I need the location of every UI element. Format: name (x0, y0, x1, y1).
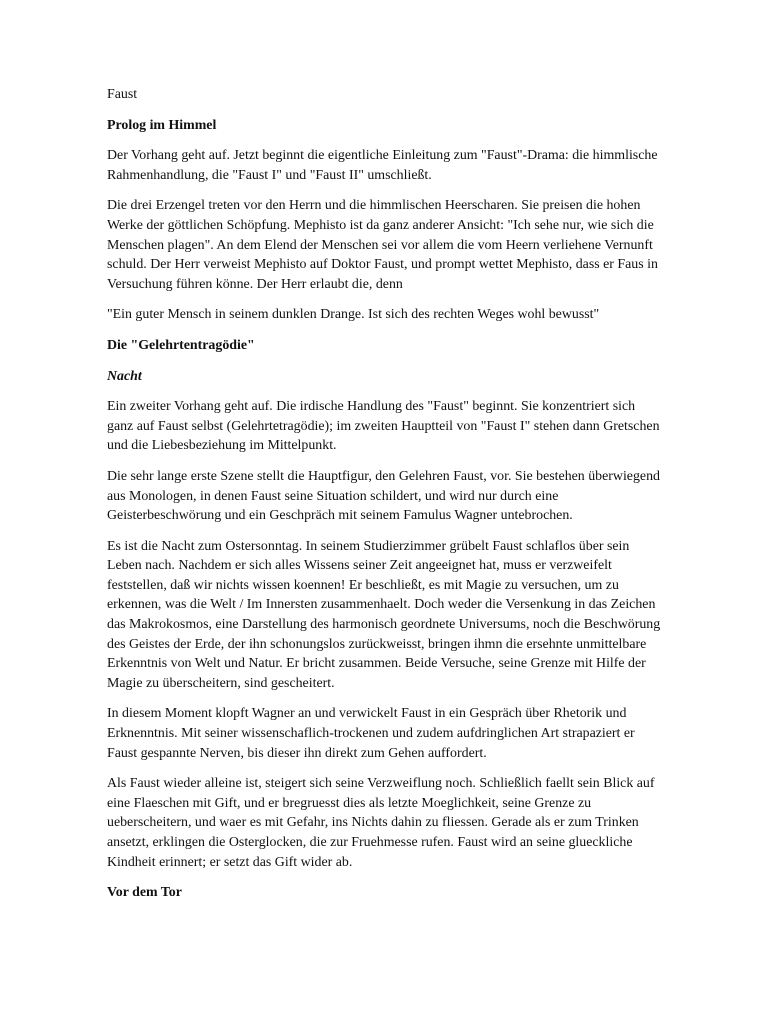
section-heading-vor-dem-tor: Vor dem Tor (107, 885, 182, 901)
document-page (107, 85, 663, 914)
subheading-nacht: Nacht (107, 368, 142, 384)
paragraph: Als Faust wieder alleine ist, steigert sich seine Verzweiflung noch. Schließlich faellt sein Blick auf eine Flaeschen mit Gift, und er bregruesst dies als letzte Moeglichkeit, seine Grenze zu ueberscheitern, und waer es mit Gefahr, ins Nichts dahin zu fliessen. Gerade als er zum Trinken ansetzt, erklingen die Osterglocken, die zur Fruehmesse rufen. Faust wird an seine glueckliche Kindheit erinnert; er setzt das Gift wider ab. (107, 776, 655, 870)
document-title: Faust (107, 87, 138, 102)
section-heading-gelehrtentragoedie: Die "Gelehrtentragödie" (107, 337, 255, 353)
quote-paragraph: "Ein guter Mensch in seinem dunklen Drange. Ist sich des rechten Weges wohl bewusst" (107, 307, 600, 323)
paragraph: Die sehr lange erste Szene stellt die Hauptfigur, den Gelehren Faust, vor. Sie bestehen überwiegend aus Monologen, in denen Faust seine Situation schildert, und wird nur durch eine Geisterbeschwörung und ein Geschpräch mit seinem Famulus Wagner untebrochen. (107, 468, 660, 524)
paragraph: In diesem Moment klopft Wagner an und verwickelt Faust in ein Gespräch über Rhetorik und Erknenntnis. Mit seiner wissenschaflich-trockenen und zudem aufdringlichen Art strapaziert er Faust gespannte Nerven, bis dieser ihn direkt zum Gehen auffordert. (107, 706, 635, 761)
paragraph: Die drei Erzengel treten vor den Herrn und die himmlischen Heerscharen. Sie preisen die hohen Werke der göttlichen Schöpfung. Mephisto ist da ganz anderer Ansicht: "Ich sehe nur, wie sich die Menschen plagen". An dem Elend der Menschen sei vor allem die vom Heern verliehene Vernunft schuld. Der Herr verweist Mephisto auf Doktor Faust, und prompt wettet Mephisto, dass er Faus in Versuchung führen könne. Der Herr erlaubt die, denn (107, 198, 658, 292)
section-heading-prolog: Prolog im Himmel (107, 117, 217, 133)
paragraph: Ein zweiter Vorhang geht auf. Die irdische Handlung des "Faust" beginnt. Sie konzentriert sich ganz auf Faust selbst (Gelehrtetragödie); im zweiten Hauptteil von "Faust I" stehen dann Gretschen und die Liebesbeziehung im Mittelpunkt. (107, 399, 660, 454)
paragraph: Der Vorhang geht auf. Jetzt beginnt die eigentliche Einleitung zum "Faust"-Drama: die himmlische Rahmenhandlung, die "Faust I" und "Faust II" umschließt. (107, 148, 658, 183)
paragraph: Es ist die Nacht zum Ostersonntag. In seinem Studierzimmer grübelt Faust schlaflos über sein Leben nach. Nachdem er sich alles Wissens seiner Zeit angeeignet hat, muss er verzweifelt feststellen, daß wir nichts wissen koennen! Er beschließt, es mit Magie zu versuchen, um zu erkennen, was die Welt / Im Innersten zusammenhaelt. Doch weder die Versenkung in das Zeichen das Makrokosmos, eine Darstellung des harmonisch geordnete Universums, noch die Beschwörung des Geistes der Erde, der ihn schonungslos zurückweisst, bringen ihmn die ersehnte unmittelbare Erkenntnis von Welt und Natur. Er bricht zusammen. Beide Versuche, seine Grenze mit Hilfe der Magie zu überscheitern, sind gescheitert. (107, 538, 661, 691)
